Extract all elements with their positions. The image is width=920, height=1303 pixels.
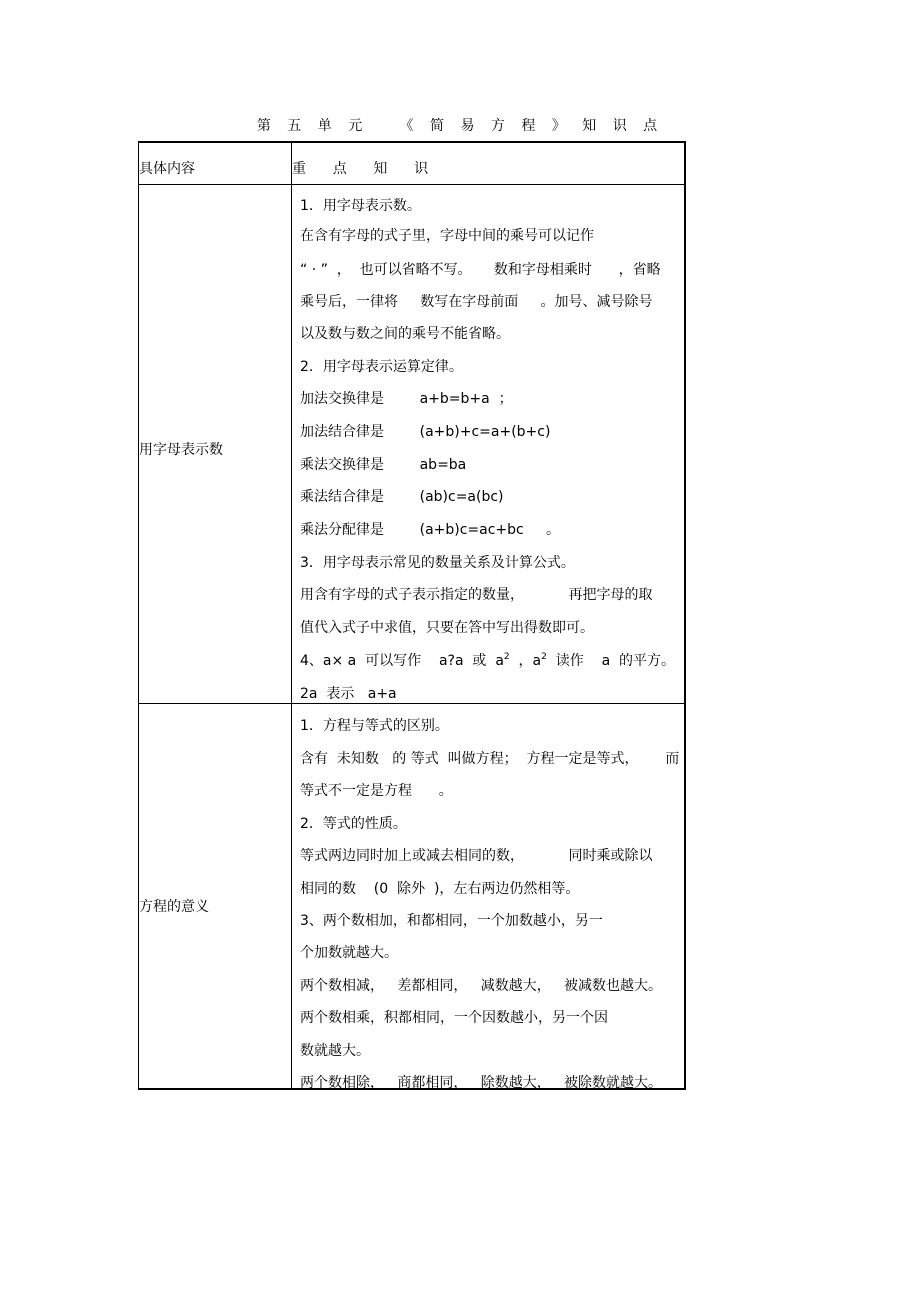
list-item: 2．等式的性质。 — [300, 816, 407, 832]
list-item: 两个数相乘，积都相同，一个因数越小，另一个因 — [300, 1010, 608, 1026]
header-col1: 具体内容 — [139, 161, 195, 177]
list-item: 3、两个数相加，和都相同，一个加数越小，另一 — [300, 913, 603, 929]
list-item: 等式两边同时加上或减去相同的数， 同时乘或除以 — [300, 848, 653, 864]
list-item: 两个数相减， 差都相同， 减数越大， 被减数也越大。 — [300, 978, 663, 994]
page-title: 第 五 单 元 《 简 易 方 程 》 知 识 点 — [256, 118, 664, 134]
column-divider — [291, 143, 292, 1088]
list-item — [300, 652, 675, 670]
list-item: 用含有字母的式子表示指定的数量， 再把字母的取 — [300, 587, 653, 603]
list-item: 1．用字母表示数。 — [300, 198, 421, 214]
list-item: 乘法交换律是 ab=ba — [300, 457, 467, 473]
list-item-text: 4、a× a 可以写作 a?a 或 a — [300, 653, 504, 669]
list-item: 以及数与数之间的乘号不能省略。 — [300, 326, 510, 342]
superscript: 2 — [503, 652, 510, 662]
list-item-text: 读作 a 的平方。 — [546, 653, 676, 669]
list-item: 2．用字母表示运算定律。 — [300, 359, 463, 375]
list-item: 数就越大。 — [300, 1043, 370, 1059]
list-item: 含有 未知数 的 等式 叫做方程； 方程一定是等式， 而 — [300, 751, 680, 767]
list-item: 乘法分配律是 (a+b)c=ac+bc 。 — [300, 522, 560, 538]
list-item: 1．方程与等式的区别。 — [300, 718, 449, 734]
header-col2: 重 点 知 识 — [292, 161, 429, 177]
list-item: 两个数相除， 商都相同， 除数越大， 被除数就越大。 — [300, 1075, 663, 1091]
list-item: 加法交换律是 a+b=b+a ； — [300, 391, 513, 407]
list-item: 2a 表示 a+a — [300, 686, 397, 702]
row-divider — [139, 703, 684, 704]
row2-topic: 方程的意义 — [139, 899, 209, 915]
list-item: 加法结合律是 (a+b)+c=a+(b+c) — [300, 424, 551, 440]
knowledge-table — [138, 141, 686, 1090]
list-item-text: ，a — [509, 653, 542, 669]
list-item: 乘号后，一律将 数写在字母前面 。加号、减号除号 — [300, 294, 653, 310]
list-item: 相同的数 (0 除外 )，左右两边仍然相等。 — [300, 881, 580, 897]
list-item: “ · ” ， 也可以省略不写。 数和字母相乘时 ，省略 — [300, 262, 661, 278]
list-item: 值代入式子中求值，只要在答中写出得数即可。 — [300, 620, 594, 636]
list-item: 乘法结合律是 (ab)c=a(bc) — [300, 489, 504, 505]
list-item: 等式不一定是方程 。 — [300, 783, 453, 799]
list-item: 3．用字母表示常见的数量关系及计算公式。 — [300, 555, 575, 571]
list-item: 在含有字母的式子里，字母中间的乘号可以记作 — [300, 228, 594, 244]
list-item: 个加数就越大。 — [300, 945, 398, 961]
header-divider — [139, 184, 684, 185]
superscript: 2 — [541, 652, 547, 662]
row1-topic: 用字母表示数 — [139, 442, 223, 458]
